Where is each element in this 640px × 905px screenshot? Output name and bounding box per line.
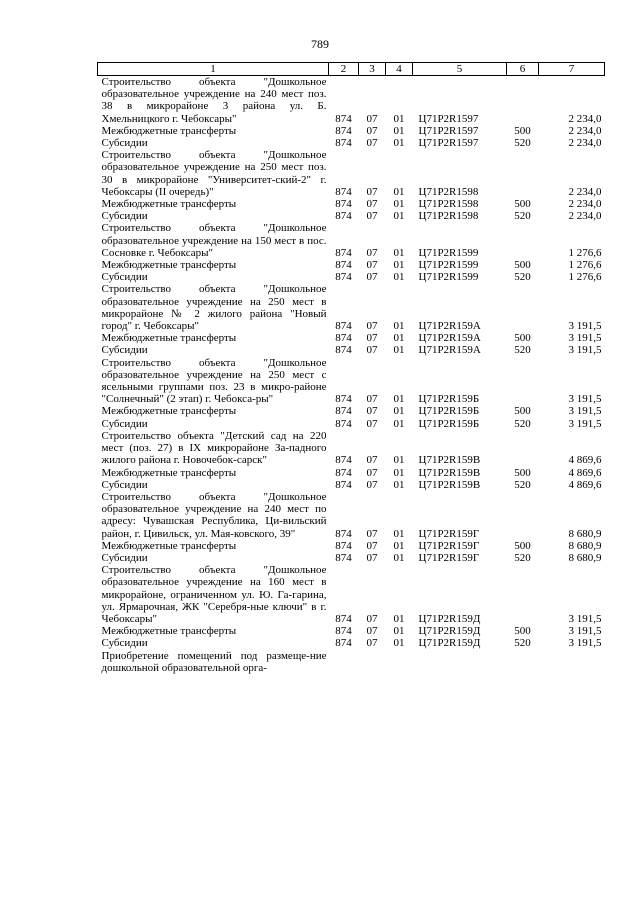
row-section-code: 07 — [366, 527, 378, 540]
row-subsection-code: 01 — [393, 612, 405, 625]
row-amount: 2 234,0 — [568, 198, 602, 211]
row-description: Строительство объекта "Дошкольное образовательное учреждение на 150 мест в пос. Сосновке г. Чебоксары" — [101, 222, 327, 259]
row-description: Строительство объекта "Дошкольное образовательное учреждение на 250 мест поз. 30 в микрорайоне "Университет-ский-2" г. Чебоксары (II очередь)" — [101, 149, 327, 198]
row-subsection-code: 01 — [393, 198, 405, 211]
row-ministry-code: 874 — [335, 185, 352, 198]
budget-table — [97, 62, 605, 674]
row-subsection-code: 01 — [393, 405, 405, 418]
row-subsection-code: 01 — [393, 466, 405, 479]
table-row — [98, 467, 605, 479]
row-target-article: Ц71Р2R1599 — [418, 271, 479, 284]
row-expense-type — [507, 650, 539, 674]
row-target-article: Ц71Р2R159Д — [418, 612, 481, 625]
row-description: Строительство объекта "Детский сад на 220 мест (поз. 27) в IX микрорайоне За-падного жилого района г. Новочебок-сарск" — [101, 429, 327, 467]
header-row — [98, 63, 605, 76]
row-ministry-code: 874 — [335, 466, 352, 479]
row-target-article: Ц71Р2R159А — [418, 320, 481, 333]
row-expense-type: 520 — [514, 271, 531, 284]
row-expense-type — [507, 76, 539, 125]
row-description: Субсидии — [101, 137, 148, 150]
row-subsection-code: 01 — [393, 210, 405, 223]
row-target-article: Ц71Р2R1599 — [418, 259, 479, 272]
row-description: Строительство объекта "Дошкольное образовательное учреждение на 250 мест в микрорайоне № 2 жилого района "Новый город" г. Чебоксары" — [101, 283, 327, 333]
row-subsection-code: 01 — [393, 454, 405, 467]
row-ministry-code: 874 — [335, 539, 352, 552]
row-target-article — [413, 650, 507, 674]
row-subsection-code: 01 — [393, 320, 405, 333]
header-col-6: 6 — [507, 63, 539, 76]
row-subsection-code: 01 — [393, 637, 405, 650]
row-description: Субсидии — [101, 210, 148, 223]
row-section-code: 07 — [366, 344, 378, 357]
row-amount: 4 869,6 — [568, 478, 602, 491]
table-row — [98, 76, 605, 125]
header-col-7: 7 — [539, 63, 605, 76]
row-section-code: 07 — [366, 478, 378, 491]
row-description: Межбюджетные трансферты — [101, 625, 237, 638]
row-ministry-code: 874 — [335, 259, 352, 272]
table-row — [98, 222, 605, 259]
row-target-article: Ц71Р2R159А — [418, 332, 481, 345]
row-target-article: Ц71Р2R159В — [418, 454, 481, 467]
row-section-code: 07 — [366, 417, 378, 430]
row-ministry-code: 874 — [335, 124, 352, 137]
row-section-code: 07 — [366, 332, 378, 345]
row-section-code: 07 — [366, 259, 378, 272]
row-subsection-code: 01 — [393, 539, 405, 552]
table-row — [98, 271, 605, 283]
table-row — [98, 405, 605, 417]
row-section-code: 07 — [366, 124, 378, 137]
row-amount: 2 234,0 — [568, 124, 602, 137]
row-expense-type: 500 — [514, 259, 531, 272]
row-section-code — [359, 650, 386, 674]
row-description: Строительство объекта "Дошкольное образовательное учреждение на 160 мест в микрорайоне, ограниченном ул. Ю. Га-гарина, ул. Ярмарочная, ЖК "Серебря-ные ключи" в г. Чебоксары" — [101, 564, 327, 625]
row-description: Строительство объекта "Дошкольное образовательное учреждение на 240 мест по адресу: Чувашская Республика, Ци-вильский район, г. Цивильск, ул. Мая-ковского, 39" — [101, 490, 327, 540]
row-subsection-code: 01 — [393, 332, 405, 345]
row-amount: 2 234,0 — [568, 185, 602, 198]
row-expense-type — [507, 491, 539, 540]
row-expense-type — [507, 357, 539, 406]
table-row — [98, 198, 605, 210]
row-description: Межбюджетные трансферты — [101, 198, 237, 211]
row-amount: 8 680,9 — [568, 551, 602, 564]
row-amount: 3 191,5 — [568, 637, 602, 650]
row-amount: 8 680,9 — [568, 527, 602, 540]
row-section-code: 07 — [366, 612, 378, 625]
row-ministry-code: 874 — [335, 246, 352, 259]
row-target-article: Ц71Р2R1598 — [418, 185, 479, 198]
row-subsection-code: 01 — [393, 137, 405, 150]
row-section-code: 07 — [366, 393, 378, 406]
table-row — [98, 418, 605, 430]
row-amount: 3 191,5 — [568, 612, 602, 625]
row-description: Субсидии — [101, 637, 148, 650]
row-amount: 4 869,6 — [568, 466, 602, 479]
table-row — [98, 540, 605, 552]
row-description: Субсидии — [101, 478, 148, 491]
row-ministry-code — [329, 650, 359, 674]
row-target-article: Ц71Р2R159Б — [418, 393, 480, 406]
row-subsection-code: 01 — [393, 124, 405, 137]
row-target-article: Ц71Р2R1599 — [418, 246, 479, 259]
row-expense-type — [507, 430, 539, 467]
row-amount: 3 191,5 — [568, 332, 602, 345]
row-amount: 2 234,0 — [568, 210, 602, 223]
row-section-code: 07 — [366, 405, 378, 418]
row-expense-type: 500 — [514, 198, 531, 211]
table-row — [98, 259, 605, 271]
row-section-code: 07 — [366, 625, 378, 638]
row-section-code: 07 — [366, 210, 378, 223]
row-subsection-code: 01 — [393, 625, 405, 638]
row-expense-type — [507, 149, 539, 198]
table-row — [98, 625, 605, 637]
table-row — [98, 637, 605, 649]
row-expense-type: 500 — [514, 625, 531, 638]
row-ministry-code: 874 — [335, 637, 352, 650]
row-amount: 1 276,6 — [568, 271, 602, 284]
row-ministry-code: 874 — [335, 344, 352, 357]
row-subsection-code: 01 — [393, 185, 405, 198]
row-target-article: Ц71Р2R1597 — [418, 112, 479, 125]
header-col-2: 2 — [329, 63, 359, 76]
row-subsection-code: 01 — [393, 393, 405, 406]
row-description: Субсидии — [101, 551, 148, 564]
row-expense-type: 500 — [514, 539, 531, 552]
row-target-article: Ц71Р2R159В — [418, 478, 481, 491]
row-section-code: 07 — [366, 185, 378, 198]
row-expense-type — [507, 564, 539, 625]
row-expense-type: 520 — [514, 637, 531, 650]
row-ministry-code: 874 — [335, 198, 352, 211]
header-col-5: 5 — [413, 63, 507, 76]
row-expense-type: 520 — [514, 478, 531, 491]
row-ministry-code: 874 — [335, 405, 352, 418]
table-row — [98, 650, 605, 674]
row-ministry-code: 874 — [335, 551, 352, 564]
row-amount: 3 191,5 — [568, 393, 602, 406]
row-section-code: 07 — [366, 137, 378, 150]
row-target-article: Ц71Р2R159А — [418, 344, 481, 357]
row-subsection-code: 01 — [393, 246, 405, 259]
row-amount: 4 869,6 — [568, 454, 602, 467]
row-target-article: Ц71Р2R159Г — [418, 539, 480, 552]
row-ministry-code: 874 — [335, 527, 352, 540]
row-expense-type: 520 — [514, 551, 531, 564]
row-amount: 3 191,5 — [568, 320, 602, 333]
row-expense-type: 520 — [514, 137, 531, 150]
header-col-3: 3 — [359, 63, 386, 76]
row-description: Межбюджетные трансферты — [101, 124, 237, 137]
table-row — [98, 491, 605, 540]
row-target-article: Ц71Р2R159Б — [418, 417, 480, 430]
row-subsection-code: 01 — [393, 478, 405, 491]
row-expense-type: 520 — [514, 210, 531, 223]
row-ministry-code: 874 — [335, 320, 352, 333]
row-ministry-code: 874 — [335, 332, 352, 345]
row-expense-type: 520 — [514, 417, 531, 430]
row-ministry-code: 874 — [335, 454, 352, 467]
row-ministry-code: 874 — [335, 417, 352, 430]
row-target-article: Ц71Р2R1597 — [418, 124, 479, 137]
row-subsection-code: 01 — [393, 417, 405, 430]
row-expense-type: 500 — [514, 405, 531, 418]
row-ministry-code: 874 — [335, 478, 352, 491]
row-ministry-code: 874 — [335, 112, 352, 125]
table-row — [98, 552, 605, 564]
row-subsection-code: 01 — [393, 551, 405, 564]
page-number: 789 — [311, 37, 329, 51]
table-row — [98, 479, 605, 491]
table-row — [98, 137, 605, 149]
row-target-article: Ц71Р2R1598 — [418, 210, 479, 223]
row-amount — [539, 650, 605, 674]
table-row — [98, 430, 605, 467]
row-description: Субсидии — [101, 417, 148, 430]
row-section-code: 07 — [366, 271, 378, 284]
table-body — [98, 76, 605, 674]
row-description: Приобретение помещений под размеще-ние дошкольной образовательной орга- — [101, 649, 327, 674]
row-section-code: 07 — [366, 551, 378, 564]
row-target-article: Ц71Р2R159Д — [418, 625, 481, 638]
row-amount: 8 680,9 — [568, 539, 602, 552]
row-amount: 1 276,6 — [568, 259, 602, 272]
row-ministry-code: 874 — [335, 612, 352, 625]
row-section-code: 07 — [366, 198, 378, 211]
table-row — [98, 283, 605, 332]
row-section-code: 07 — [366, 466, 378, 479]
row-amount: 2 234,0 — [568, 112, 602, 125]
header-col-4: 4 — [386, 63, 413, 76]
table-row — [98, 344, 605, 356]
row-amount: 3 191,5 — [568, 417, 602, 430]
row-description: Субсидии — [101, 271, 148, 284]
row-target-article: Ц71Р2R1597 — [418, 137, 479, 150]
row-subsection-code: 01 — [393, 271, 405, 284]
row-subsection-code: 01 — [393, 527, 405, 540]
row-target-article: Ц71Р2R159Г — [418, 551, 480, 564]
table-row — [98, 357, 605, 406]
header-col-1: 1 — [98, 63, 329, 76]
row-amount: 1 276,6 — [568, 246, 602, 259]
row-target-article: Ц71Р2R159Г — [418, 527, 480, 540]
row-description: Межбюджетные трансферты — [101, 466, 237, 479]
row-description: Субсидии — [101, 344, 148, 357]
row-target-article: Ц71Р2R159В — [418, 466, 481, 479]
row-description: Межбюджетные трансферты — [101, 332, 237, 345]
table-row — [98, 125, 605, 137]
row-ministry-code: 874 — [335, 271, 352, 284]
row-amount: 3 191,5 — [568, 344, 602, 357]
row-target-article: Ц71Р2R159Б — [418, 405, 480, 418]
row-amount: 3 191,5 — [568, 625, 602, 638]
row-description: Межбюджетные трансферты — [101, 405, 237, 418]
row-subsection-code: 01 — [393, 112, 405, 125]
row-description: Межбюджетные трансферты — [101, 259, 237, 272]
row-amount: 2 234,0 — [568, 137, 602, 150]
table-row — [98, 149, 605, 198]
table-row — [98, 210, 605, 222]
row-description: Межбюджетные трансферты — [101, 539, 237, 552]
row-section-code: 07 — [366, 637, 378, 650]
row-ministry-code: 874 — [335, 137, 352, 150]
row-section-code: 07 — [366, 320, 378, 333]
table-row — [98, 332, 605, 344]
table-row — [98, 564, 605, 625]
row-expense-type — [507, 222, 539, 259]
row-section-code: 07 — [366, 539, 378, 552]
row-target-article: Ц71Р2R159Д — [418, 637, 481, 650]
row-description: Строительство объекта "Дошкольное образовательное учреждение на 250 мест с ясельными группами поз. 23 в микро-районе "Солнечный" (2 этап) г. Чебокса-ры" — [101, 356, 327, 406]
row-description: Строительство объекта "Дошкольное образовательное учреждение на 240 мест поз. 38 в микрорайоне 3 района ул. Б. Хмельницкого г. Чебоксары" — [101, 76, 327, 125]
row-amount: 3 191,5 — [568, 405, 602, 418]
row-expense-type: 500 — [514, 124, 531, 137]
row-target-article: Ц71Р2R1598 — [418, 198, 479, 211]
row-expense-type — [507, 283, 539, 332]
row-subsection-code — [386, 650, 413, 674]
row-section-code: 07 — [366, 246, 378, 259]
row-expense-type: 500 — [514, 466, 531, 479]
row-subsection-code: 01 — [393, 259, 405, 272]
row-ministry-code: 874 — [335, 625, 352, 638]
row-section-code: 07 — [366, 112, 378, 125]
row-expense-type: 500 — [514, 332, 531, 345]
row-subsection-code: 01 — [393, 344, 405, 357]
row-ministry-code: 874 — [335, 210, 352, 223]
row-ministry-code: 874 — [335, 393, 352, 406]
row-expense-type: 520 — [514, 344, 531, 357]
row-section-code: 07 — [366, 454, 378, 467]
